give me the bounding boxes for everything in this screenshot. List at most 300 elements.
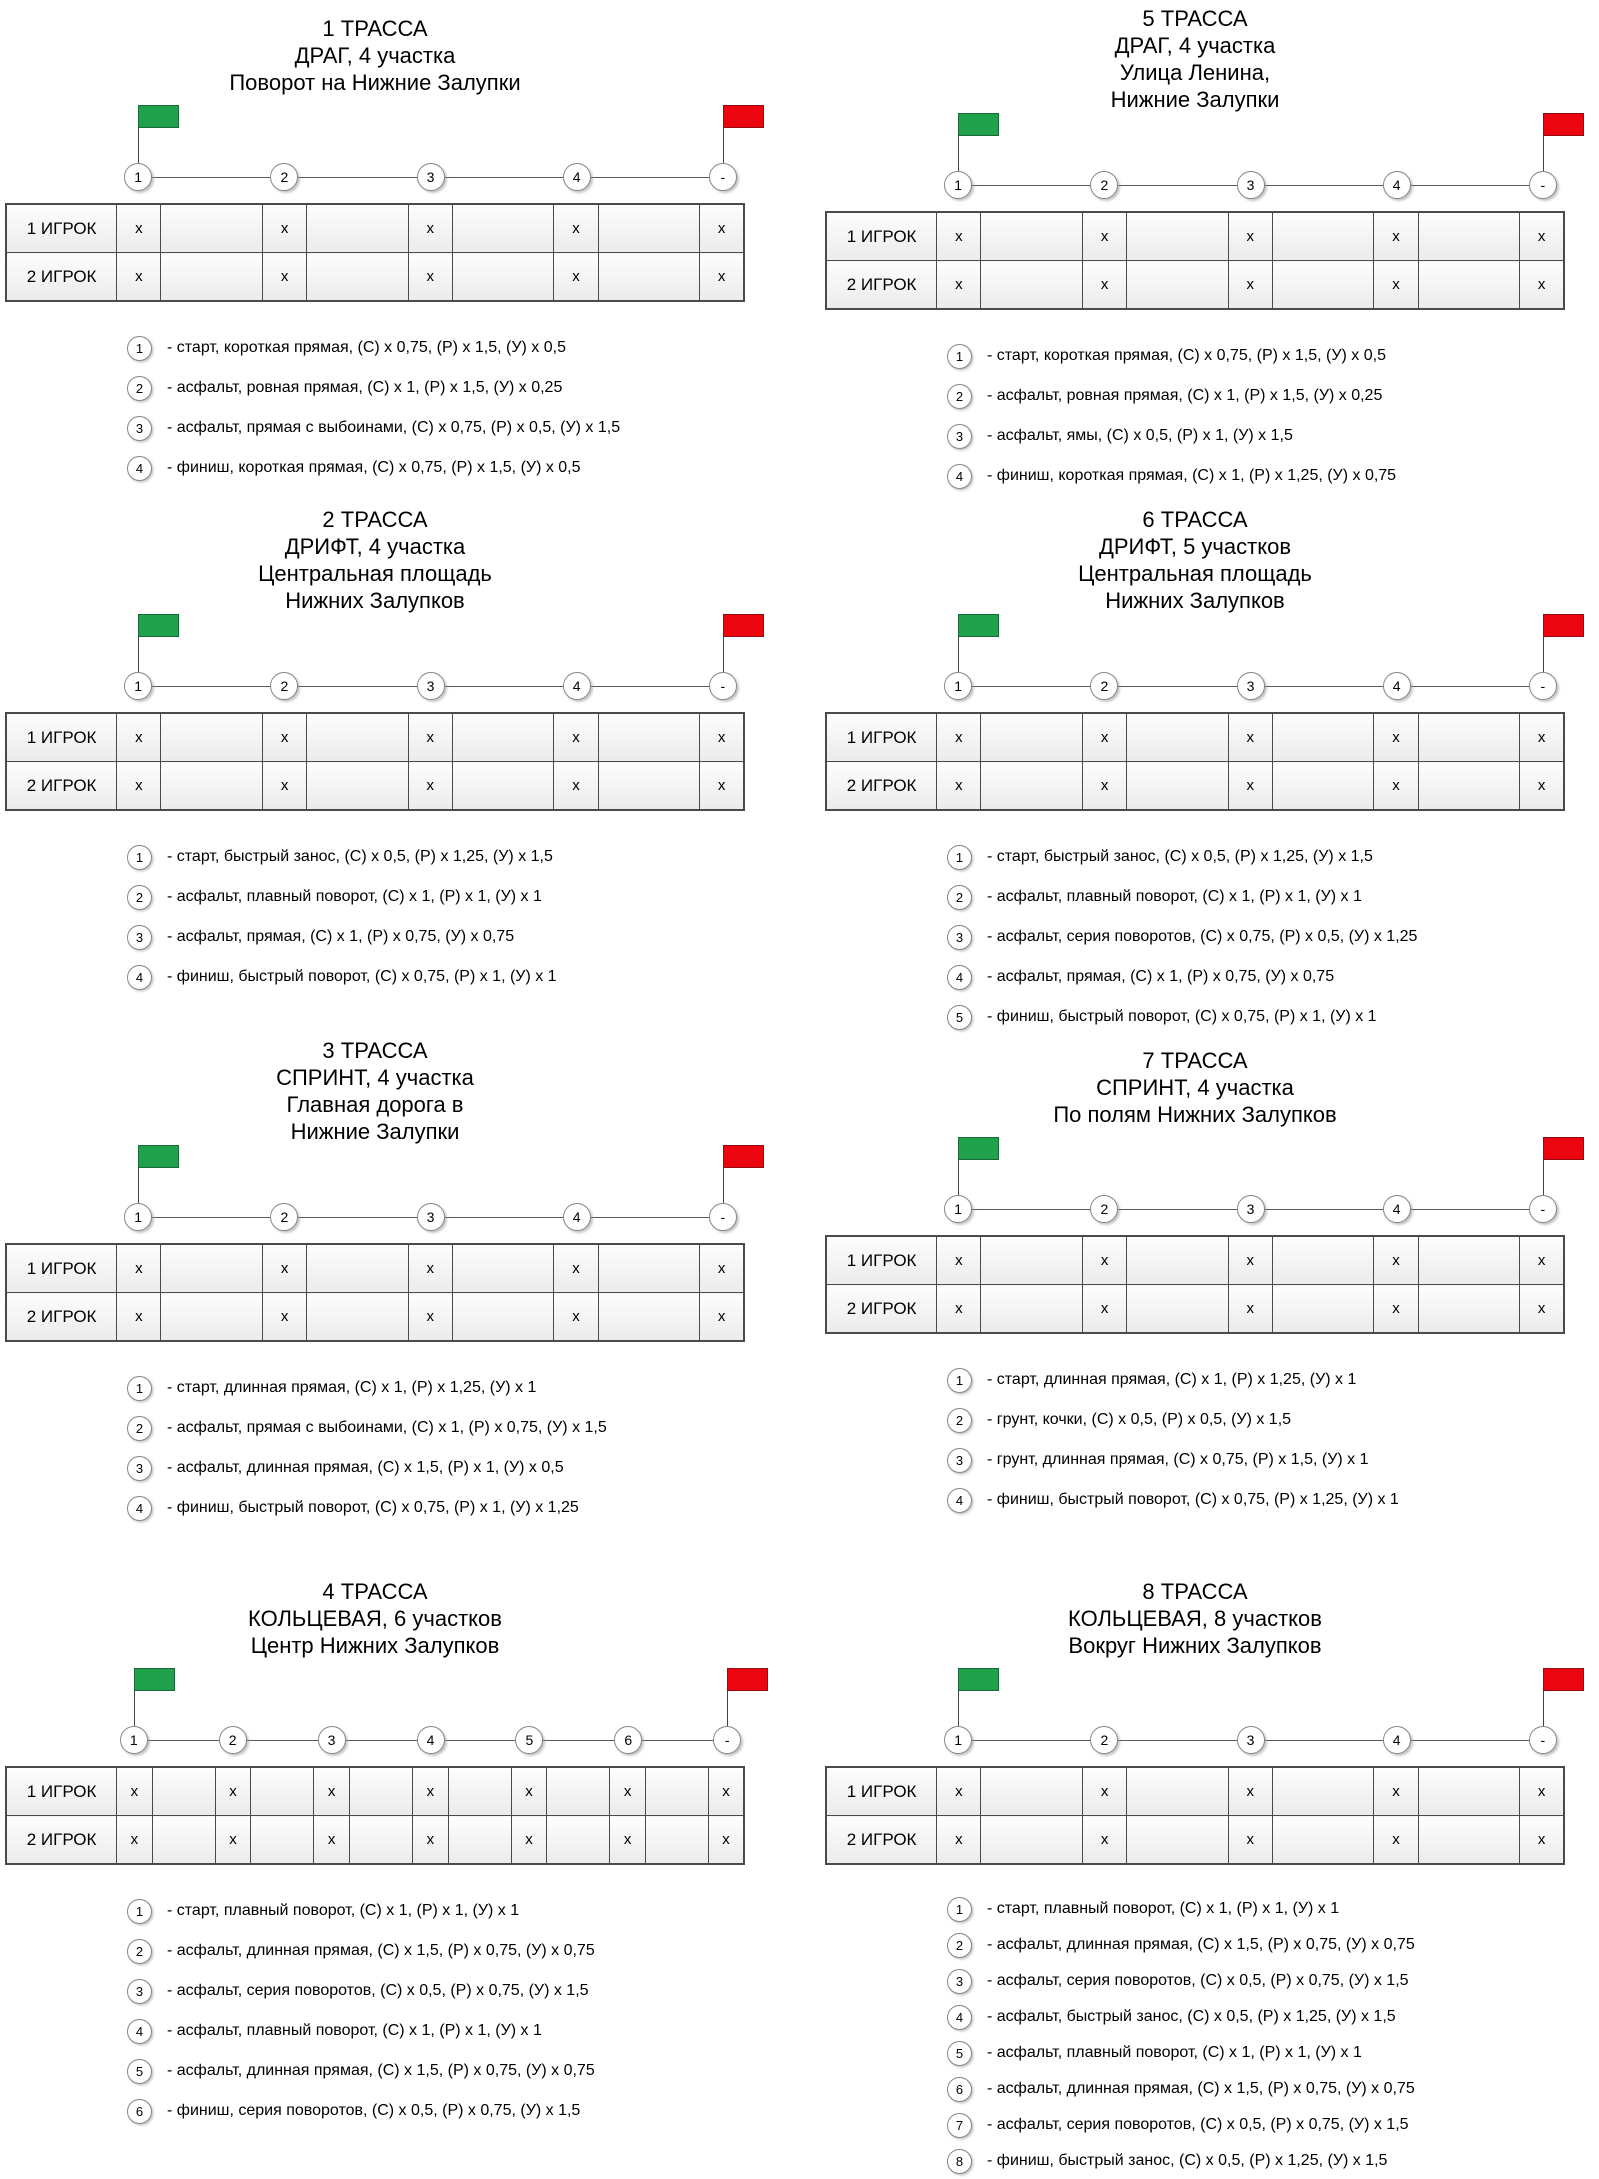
x-mark-cell: х (262, 204, 306, 253)
start-flag-pole (958, 1690, 959, 1726)
track-title-line: 3 ТРАССА (322, 1038, 428, 1063)
legend-number-circle: 4 (947, 1488, 972, 1513)
legend-number-circle: 3 (127, 1979, 152, 2004)
checkpoint-circle: 4 (417, 1726, 445, 1754)
player-row (826, 1285, 1564, 1334)
legend-text: - асфальт, серия поворотов, (С) х 0,5, (Р) х 0,75, (У) х 1,5 (987, 2116, 1409, 2133)
empty-cell (598, 204, 699, 253)
empty-cell (152, 1767, 215, 1816)
empty-cell (1418, 212, 1519, 261)
legend-text: - асфальт, ямы, (С) х 0,5, (Р) х 1, (У) х 1,5 (987, 427, 1293, 444)
x-mark-cell: х (700, 204, 744, 253)
player-label-cell: 1 ИГРОК (6, 1767, 117, 1816)
empty-cell (1272, 212, 1373, 261)
legend-item (127, 1368, 745, 1408)
legend-text: - асфальт, длинная прямая, (С) х 1,5, (Р) х 1, (У) х 0,5 (167, 1459, 564, 1476)
checkpoint-circle: 1 (944, 171, 972, 199)
checkpoint-circle: 2 (270, 672, 298, 700)
legend-item (947, 376, 1565, 416)
x-mark-cell: х (314, 1816, 349, 1865)
empty-cell (1127, 713, 1228, 762)
x-mark-cell: х (1228, 1767, 1272, 1816)
legend-number-circle: 4 (947, 965, 972, 990)
x-mark-cell: х (408, 204, 452, 253)
checkpoint-circle: 2 (270, 163, 298, 191)
track-diagram (825, 113, 1565, 199)
player-label-cell: 2 ИГРОК (6, 1816, 117, 1865)
legend-text: - асфальт, прямая с выбоинами, (С) х 0,75, (Р) х 0,5, (У) х 1,5 (167, 419, 621, 436)
start-flag-pole (134, 1690, 135, 1726)
empty-cell (598, 762, 699, 811)
legend-number-circle: 4 (127, 456, 152, 481)
player-label-cell: 2 ИГРОК (826, 762, 937, 811)
legend-number-circle: 7 (947, 2113, 972, 2138)
checkpoint-circle: - (713, 1726, 741, 1754)
empty-cell (981, 1816, 1082, 1865)
start-flag-pole (958, 636, 959, 672)
finish-flag-pole (1543, 636, 1544, 672)
score-table-body (826, 713, 1564, 810)
empty-cell (161, 253, 262, 302)
start-flag-icon (138, 614, 179, 637)
x-mark-cell: х (1374, 1767, 1418, 1816)
legend-item (947, 1440, 1565, 1480)
track-diagram (825, 1137, 1565, 1223)
start-flag-icon (958, 113, 999, 136)
legend-number-circle: 2 (947, 885, 972, 910)
empty-cell (307, 1244, 408, 1293)
legend-number-circle: 3 (127, 416, 152, 441)
x-mark-cell: х (1374, 1285, 1418, 1334)
checkpoint-circle: - (709, 163, 737, 191)
x-mark-cell: х (215, 1816, 250, 1865)
empty-cell (981, 212, 1082, 261)
track-title (825, 1037, 1565, 1137)
legend-text: - асфальт, плавный поворот, (С) х 1, (Р) х 1, (У) х 1 (167, 888, 542, 905)
checkpoint-circle: 4 (1383, 171, 1411, 199)
start-flag-icon (958, 1668, 999, 1691)
x-mark-cell: х (117, 762, 161, 811)
checkpoint-circle: 3 (417, 1203, 445, 1231)
start-flag-pole (138, 127, 139, 163)
legend-text: - асфальт, серия поворотов, (С) х 0,5, (Р) х 0,75, (У) х 1,5 (987, 1972, 1409, 1989)
track-title (825, 1568, 1565, 1668)
legend-item (947, 416, 1565, 456)
empty-cell (981, 762, 1082, 811)
legend-text: - старт, плавный поворот, (С) х 1, (Р) х 1, (У) х 1 (167, 1902, 520, 1919)
score-table (825, 211, 1565, 310)
track-legend (127, 1891, 745, 2131)
legend-item (127, 2091, 745, 2131)
legend-item (947, 1360, 1565, 1400)
track-title-line: ДРАГ, 4 участка (1114, 33, 1276, 58)
legend-item (127, 368, 745, 408)
x-mark-cell: х (554, 1244, 598, 1293)
empty-cell (1127, 1285, 1228, 1334)
finish-flag-icon (723, 105, 764, 128)
x-mark-cell: х (937, 762, 981, 811)
empty-cell (1418, 713, 1519, 762)
x-mark-cell: х (554, 762, 598, 811)
x-mark-cell: х (1520, 1236, 1564, 1285)
track-section (5, 5, 745, 488)
empty-cell (1272, 1816, 1373, 1865)
x-mark-cell: х (408, 1244, 452, 1293)
track-title-line: СПРИНТ, 4 участка (276, 1065, 474, 1090)
track-legend (947, 336, 1565, 496)
empty-cell (598, 713, 699, 762)
x-mark-cell: х (1082, 1236, 1126, 1285)
track-section (825, 5, 1565, 496)
player-label-cell: 1 ИГРОК (826, 212, 937, 261)
track-diagram (5, 614, 745, 700)
player-label-cell: 2 ИГРОК (826, 261, 937, 310)
legend-item (947, 917, 1565, 957)
empty-cell (547, 1816, 610, 1865)
legend-number-circle: 5 (947, 1005, 972, 1030)
legend-text: - асфальт, быстрый занос, (С) х 0,5, (Р) х 1,25, (У) х 1,5 (987, 2008, 1396, 2025)
empty-cell (307, 1293, 408, 1342)
empty-cell (1127, 261, 1228, 310)
x-mark-cell: х (1520, 212, 1564, 261)
x-mark-cell: х (262, 713, 306, 762)
empty-cell (452, 253, 553, 302)
legend-number-circle: 1 (127, 1376, 152, 1401)
legend-number-circle: 2 (127, 1939, 152, 1964)
empty-cell (1272, 713, 1373, 762)
legend-item (127, 408, 745, 448)
x-mark-cell: х (1228, 1816, 1272, 1865)
legend-text: - финиш, быстрый занос, (С) х 0,5, (Р) х 1,25, (У) х 1,5 (987, 2152, 1388, 2169)
player-row (826, 261, 1564, 310)
legend-number-circle: 5 (127, 2059, 152, 2084)
x-mark-cell: х (700, 762, 744, 811)
legend-text: - старт, быстрый занос, (С) х 0,5, (Р) х 1,25, (У) х 1,5 (167, 848, 553, 865)
legend-text: - асфальт, ровная прямая, (С) х 1, (Р) х 1,5, (У) х 0,25 (987, 387, 1383, 404)
legend-item (947, 1927, 1565, 1963)
x-mark-cell: х (117, 1767, 152, 1816)
legend-item (127, 1488, 745, 1528)
finish-flag-icon (1543, 614, 1584, 637)
checkpoint-circle: - (1529, 1726, 1557, 1754)
x-mark-cell: х (511, 1816, 546, 1865)
checkpoint-circle: 3 (318, 1726, 346, 1754)
start-flag-pole (138, 1167, 139, 1203)
checkpoint-circle: 2 (270, 1203, 298, 1231)
legend-number-circle: 1 (947, 1368, 972, 1393)
legend-item (947, 877, 1565, 917)
track-title-line: 4 ТРАССА (322, 1578, 428, 1604)
empty-cell (161, 1293, 262, 1342)
legend-item (127, 1931, 745, 1971)
legend-item (127, 1448, 745, 1488)
track-title-line: КОЛЬЦЕВАЯ, 6 участков (248, 1605, 502, 1631)
empty-cell (645, 1816, 708, 1865)
empty-cell (251, 1816, 314, 1865)
x-mark-cell: х (610, 1816, 645, 1865)
legend-text: - финиш, быстрый поворот, (С) х 0,75, (Р) х 1,25, (У) х 1 (987, 1491, 1399, 1508)
legend-number-circle: 3 (127, 1456, 152, 1481)
empty-cell (307, 762, 408, 811)
legend-text: - асфальт, плавный поворот, (С) х 1, (Р) х 1, (У) х 1 (987, 888, 1362, 905)
checkpoint-circle: 4 (1383, 1195, 1411, 1223)
empty-cell (1272, 1236, 1373, 1285)
checkpoint-circle: - (709, 672, 737, 700)
empty-cell (161, 713, 262, 762)
track-legend (127, 837, 745, 997)
x-mark-cell: х (1374, 212, 1418, 261)
x-mark-cell: х (117, 713, 161, 762)
legend-number-circle: 2 (127, 885, 152, 910)
empty-cell (1418, 1236, 1519, 1285)
player-row (6, 762, 744, 811)
legend-item (127, 877, 745, 917)
legend-text: - старт, короткая прямая, (С) х 0,75, (Р) х 1,5, (У) х 0,5 (167, 339, 566, 356)
player-row (826, 762, 1564, 811)
legend-item (127, 2011, 745, 2051)
checkpoint-circle: 3 (1237, 1726, 1265, 1754)
player-label-cell: 1 ИГРОК (6, 1244, 117, 1293)
legend-number-circle: 2 (127, 1416, 152, 1441)
empty-cell (452, 1244, 553, 1293)
player-label-cell: 2 ИГРОК (6, 1293, 117, 1342)
player-row (6, 1244, 744, 1293)
legend-text: - асфальт, длинная прямая, (С) х 1,5, (Р) х 0,75, (У) х 0,75 (987, 2080, 1415, 2097)
empty-cell (1418, 1816, 1519, 1865)
x-mark-cell: х (117, 204, 161, 253)
track-title-line: Нижних Залупков (285, 588, 465, 613)
finish-flag-icon (1543, 1668, 1584, 1691)
track-legend (127, 1368, 745, 1528)
checkpoint-circle: - (709, 1203, 737, 1231)
score-table (825, 1235, 1565, 1334)
player-label-cell: 1 ИГРОК (826, 1767, 937, 1816)
x-mark-cell: х (554, 204, 598, 253)
score-table-body (6, 1244, 744, 1341)
x-mark-cell: х (554, 713, 598, 762)
track-title-line: 1 ТРАССА (322, 15, 428, 41)
empty-cell (349, 1767, 412, 1816)
track-title-line: Нижних Залупков (1105, 588, 1285, 613)
player-row (6, 1293, 744, 1342)
empty-cell (452, 713, 553, 762)
checkpoint-circle: - (1529, 171, 1557, 199)
track-title-line: Центральная площадь (258, 561, 492, 586)
player-label-cell: 2 ИГРОК (826, 1816, 937, 1865)
empty-cell (598, 1244, 699, 1293)
track-title (5, 1037, 745, 1145)
legend-text: - финиш, быстрый поворот, (С) х 0,75, (Р) х 1, (У) х 1 (987, 1008, 1377, 1025)
finish-flag-pole (1543, 1690, 1544, 1726)
start-flag-icon (138, 105, 179, 128)
empty-cell (1272, 1285, 1373, 1334)
legend-item (947, 2035, 1565, 2071)
legend-text: - асфальт, прямая с выбоинами, (С) х 1, (Р) х 0,75, (У) х 1,5 (167, 1419, 607, 1436)
empty-cell (1272, 261, 1373, 310)
legend-item (947, 957, 1565, 997)
score-table-body (6, 204, 744, 301)
legend-text: - финиш, короткая прямая, (С) х 0,75, (Р) х 1,5, (У) х 0,5 (167, 459, 581, 476)
empty-cell (1418, 1767, 1519, 1816)
checkpoint-circle: 3 (1237, 1195, 1265, 1223)
empty-cell (645, 1767, 708, 1816)
player-row (6, 1816, 744, 1865)
track-section (825, 1037, 1565, 1520)
x-mark-cell: х (262, 1293, 306, 1342)
empty-cell (981, 1236, 1082, 1285)
checkpoint-circle: 6 (614, 1726, 642, 1754)
player-label-cell: 2 ИГРОК (826, 1285, 937, 1334)
track-section (5, 1568, 745, 2131)
player-row (6, 1767, 744, 1816)
legend-text: - финиш, короткая прямая, (С) х 1, (Р) х 1,25, (У) х 0,75 (987, 467, 1397, 484)
empty-cell (1418, 1285, 1519, 1334)
checkpoint-circle: 4 (563, 163, 591, 191)
legend-number-circle: 3 (947, 424, 972, 449)
score-table-body (6, 713, 744, 810)
finish-flag-icon (727, 1668, 768, 1691)
legend-text: - асфальт, прямая, (С) х 1, (Р) х 0,75, (У) х 0,75 (167, 928, 515, 945)
player-row (826, 1816, 1564, 1865)
legend-item (947, 1963, 1565, 1999)
x-mark-cell: х (937, 1285, 981, 1334)
x-mark-cell: х (1374, 713, 1418, 762)
x-mark-cell: х (1228, 261, 1272, 310)
empty-cell (161, 204, 262, 253)
empty-cell (452, 204, 553, 253)
track-title-line: ДРИФТ, 4 участка (284, 534, 466, 559)
x-mark-cell: х (700, 1293, 744, 1342)
player-label-cell: 1 ИГРОК (6, 204, 117, 253)
track-section (825, 1568, 1565, 2179)
track-legend (127, 328, 745, 488)
legend-number-circle: 2 (947, 1408, 972, 1433)
x-mark-cell: х (937, 212, 981, 261)
legend-item (127, 1971, 745, 2011)
empty-cell (161, 762, 262, 811)
x-mark-cell: х (1374, 1816, 1418, 1865)
x-mark-cell: х (554, 1293, 598, 1342)
legend-number-circle: 8 (947, 2149, 972, 2174)
checkpoint-circle: 4 (563, 1203, 591, 1231)
x-mark-cell: х (117, 1816, 152, 1865)
checkpoint-circle: 1 (124, 1203, 152, 1231)
x-mark-cell: х (1082, 762, 1126, 811)
checkpoint-circle: 1 (120, 1726, 148, 1754)
checkpoint-circle: 2 (219, 1726, 247, 1754)
track-section (5, 1037, 745, 1528)
track-title-line: Улица Ленина, (1119, 60, 1271, 85)
x-mark-cell: х (1082, 261, 1126, 310)
x-mark-cell: х (1228, 762, 1272, 811)
legend-item (127, 328, 745, 368)
x-mark-cell: х (1520, 1816, 1564, 1865)
track-diagram (5, 1668, 745, 1754)
legend-item (127, 837, 745, 877)
empty-cell (981, 713, 1082, 762)
empty-cell (161, 1244, 262, 1293)
x-mark-cell: х (262, 762, 306, 811)
score-table-body (826, 212, 1564, 309)
score-table-body (6, 1767, 744, 1864)
checkpoint-circle: 2 (1090, 171, 1118, 199)
x-mark-cell: х (262, 253, 306, 302)
track-legend (947, 1360, 1565, 1520)
empty-cell (1127, 1767, 1228, 1816)
checkpoint-circle: 3 (1237, 171, 1265, 199)
legend-text: - старт, короткая прямая, (С) х 0,75, (Р) х 1,5, (У) х 0,5 (987, 347, 1386, 364)
x-mark-cell: х (1228, 713, 1272, 762)
track-title (5, 5, 745, 105)
checkpoint-circle: 1 (124, 672, 152, 700)
x-mark-cell: х (511, 1767, 546, 1816)
legend-number-circle: 5 (947, 2041, 972, 2066)
empty-cell (448, 1767, 511, 1816)
track-diagram (825, 1668, 1565, 1754)
x-mark-cell: х (1082, 1285, 1126, 1334)
empty-cell (152, 1816, 215, 1865)
track-title-line: Нижние Залупки (1110, 87, 1280, 112)
legend-item (947, 2071, 1565, 2107)
score-table (825, 712, 1565, 811)
legend-number-circle: 3 (947, 1969, 972, 1994)
legend-number-circle: 3 (127, 925, 152, 950)
x-mark-cell: х (1520, 762, 1564, 811)
legend-text: - асфальт, длинная прямая, (С) х 1,5, (Р) х 0,75, (У) х 0,75 (167, 1942, 595, 1959)
legend-item (127, 1891, 745, 1931)
checkpoint-circle: 1 (124, 163, 152, 191)
player-row (6, 253, 744, 302)
empty-cell (452, 762, 553, 811)
player-label-cell: 1 ИГРОК (826, 1236, 937, 1285)
score-table (5, 712, 745, 811)
track-title (5, 1568, 745, 1668)
x-mark-cell: х (408, 762, 452, 811)
start-flag-icon (958, 614, 999, 637)
track-title (825, 5, 1565, 113)
track-title-line: СПРИНТ, 4 участка (1096, 1074, 1294, 1100)
score-table (5, 203, 745, 302)
track-title-line: 7 ТРАССА (1142, 1047, 1248, 1073)
x-mark-cell: х (1374, 762, 1418, 811)
player-label-cell: 1 ИГРОК (6, 713, 117, 762)
track-legend (947, 837, 1565, 1037)
empty-cell (452, 1293, 553, 1342)
finish-flag-icon (1543, 113, 1584, 136)
legend-number-circle: 1 (127, 1899, 152, 1924)
x-mark-cell: х (700, 253, 744, 302)
legend-item (127, 448, 745, 488)
x-mark-cell: х (408, 1293, 452, 1342)
start-flag-icon (958, 1137, 999, 1160)
legend-number-circle: 1 (947, 344, 972, 369)
empty-cell (598, 1293, 699, 1342)
legend-text: - грунт, длинная прямая, (С) х 0,75, (Р) х 1,5, (У) х 1 (987, 1451, 1369, 1468)
x-mark-cell: х (610, 1767, 645, 1816)
checkpoint-circle: 2 (1090, 1195, 1118, 1223)
legend-item (947, 2107, 1565, 2143)
legend-text: - асфальт, ровная прямая, (С) х 1, (Р) х 1,5, (У) х 0,25 (167, 379, 563, 396)
start-flag-pole (138, 636, 139, 672)
x-mark-cell: х (937, 713, 981, 762)
player-row (826, 212, 1564, 261)
track-title (825, 506, 1565, 614)
start-flag-icon (138, 1145, 179, 1168)
track-title-line: Вокруг Нижних Залупков (1068, 1632, 1322, 1658)
checkpoint-circle: 5 (515, 1726, 543, 1754)
legend-number-circle: 2 (947, 1933, 972, 1958)
x-mark-cell: х (1228, 1285, 1272, 1334)
